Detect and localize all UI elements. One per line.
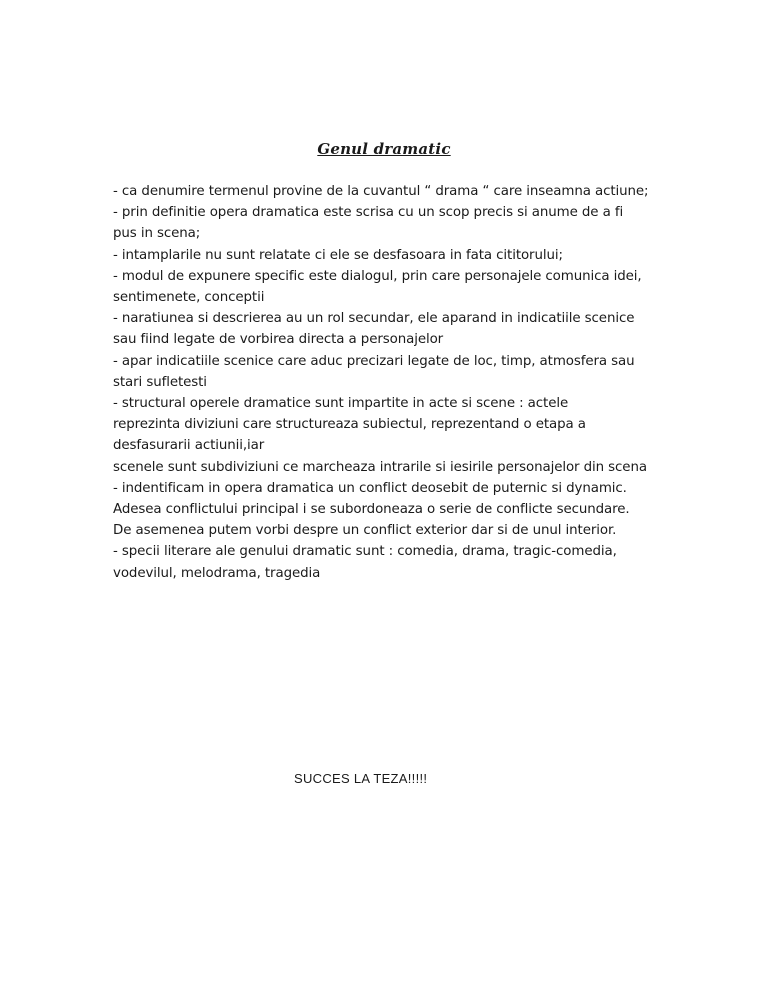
body-line: - prin definitie opera dramatica este scrisa cu un scop precis si anume de a fi xyxy=(113,205,624,221)
document-body xyxy=(113,181,693,584)
body-line: reprezinta diviziuni care structureaza subiectul, reprezentand o etapa a xyxy=(113,417,586,433)
body-line: sentimenete, conceptii xyxy=(113,290,265,306)
body-line: stari sufletesti xyxy=(113,374,207,390)
body-line: - ca denumire termenul provine de la cuvantul “ drama “ care inseamna actiune; xyxy=(113,184,649,199)
body-line: sau fiind legate de vorbirea directa a personajelor xyxy=(113,332,444,348)
body-line: - intamplarile nu sunt relatate ci ele se desfasoara in fata cititorului; xyxy=(113,247,563,263)
body-line: - structural operele dramatice sunt impartite in acte si scene : actele xyxy=(113,396,569,412)
body-line: desfasurarii actiunii,iar xyxy=(113,438,265,454)
body-line: - modul de expunere specific este dialogul, prin care personajele comunica idei, xyxy=(113,268,642,284)
body-line: De asemenea putem vorbi despre un conflict exterior dar si de unul interior. xyxy=(113,523,617,539)
body-line: - naratiunea si descrierea au un rol secundar, ele aparand in indicatiile scenice xyxy=(113,311,635,327)
body-line: - specii literare ale genului dramatic sunt : comedia, drama, tragic-comedia, xyxy=(113,544,617,560)
body-line: Adesea conflictului principal i se subordoneaza o serie de conflicte secundare. xyxy=(113,502,630,518)
body-line: pus in scena; xyxy=(113,226,201,242)
body-line: scenele sunt subdiviziuni ce marcheaza intrarile si iesirile personajelor din scena xyxy=(113,459,647,475)
body-line: - indentificam in opera dramatica un conflict deosebit de puternic si dynamic. xyxy=(113,480,627,496)
body-line: - apar indicatiile scenice care aduc precizari legate de loc, timp, atmosfera sau xyxy=(113,353,635,369)
closing-message: SUCCES LA TEZA!!!!! xyxy=(294,771,428,786)
body-line: vodevilul, melodrama, tragedia xyxy=(113,565,321,581)
document-title: Genul dramatic xyxy=(317,140,451,158)
